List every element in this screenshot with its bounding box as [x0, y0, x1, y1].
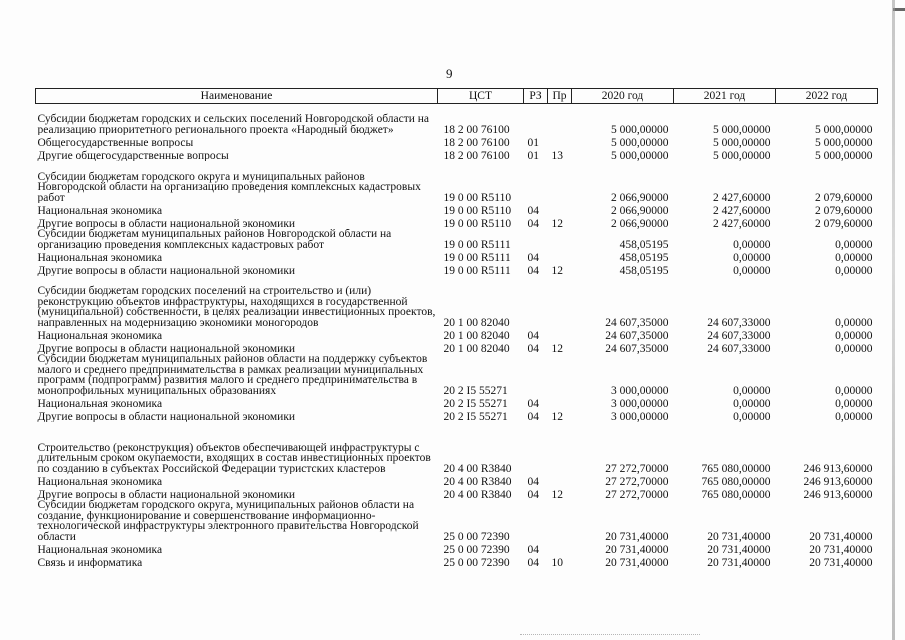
cell-v2021: 0,00000	[733, 397, 771, 410]
cell-name: Другие вопросы в области национальной экономики	[37, 342, 296, 354]
cell-pr: 12	[551, 488, 563, 501]
cell-name: Субсидии бюджетам муниципальных районов области на поддержку субъектов малого и среднего предпринимательства в рамках реализации муниципальных программ (подпрограмм) развития малого и среднего предпринимательства в монопрофильных муниципальных образованиях	[37, 354, 428, 396]
cell-pr	[548, 354, 572, 396]
cell-name: Субсидии бюджетам городских и сельских поселений Новгородской области на реализацию приоритетного регионального проекта «Народный бюджет»	[37, 113, 430, 135]
cell-v2020: 2 066,90000	[611, 217, 669, 230]
cell-v2022: 246 913,60000	[803, 462, 873, 475]
cell-cst: 19 0 00 R5110	[443, 217, 512, 230]
cell-v2020: 458,05195	[619, 251, 669, 264]
header-2022: 2022 год	[776, 89, 878, 104]
table-row	[36, 104, 878, 136]
cell-v2022: 2 079,60000	[815, 204, 873, 217]
cell-v2020: 458,05195	[619, 238, 669, 251]
cell-v2022: 0,00000	[835, 397, 873, 410]
cell-name: Другие вопросы в области национальной экономики	[37, 488, 296, 500]
table-row	[36, 542, 878, 555]
cell-v2021: 0,00000	[733, 238, 771, 251]
cell-name: Национальная экономика	[37, 543, 163, 555]
header-rz: РЗ	[524, 89, 548, 104]
cell-v2020: 20 731,40000	[605, 530, 669, 543]
cell-name: Субсидии бюджетам городских поселений на строительство и (или) реконструкцию объектов инфраструктуры, находящихся в государственной (муниципальной) собственности, в целях реализации инвестиционных проектов, направленных на модернизацию экономики моногородов	[37, 285, 436, 328]
cell-rz	[524, 229, 548, 250]
cell-name: Общегосударственные вопросы	[37, 136, 194, 148]
cell-pr: 12	[551, 264, 563, 277]
cell-pr	[548, 276, 572, 328]
budget-table	[35, 88, 878, 568]
cell-name: Другие общегосударственные вопросы	[37, 149, 229, 161]
cell-pr	[548, 542, 572, 555]
cell-cst: 25 0 00 72390	[443, 543, 510, 556]
cell-rz: 04	[527, 217, 539, 230]
cell-cst: 25 0 00 72390	[443, 556, 510, 569]
cell-v2020: 5 000,00000	[611, 123, 669, 136]
cell-name: Национальная экономика	[37, 329, 163, 341]
cell-pr	[548, 229, 572, 250]
cell-pr: 12	[551, 342, 563, 355]
table-row	[36, 263, 878, 276]
cell-v2022: 0,00000	[835, 264, 873, 277]
cell-v2020: 24 607,35000	[605, 342, 669, 355]
table-row	[36, 229, 878, 250]
scan-edge-shadow	[892, 0, 895, 640]
cell-v2021: 5 000,00000	[713, 149, 771, 162]
cell-v2022: 0,00000	[835, 238, 873, 251]
cell-rz	[524, 161, 548, 203]
cell-name: Национальная экономика	[37, 397, 163, 409]
table-header-row	[36, 89, 878, 104]
cell-v2022: 2 079,60000	[815, 191, 873, 204]
cell-pr	[548, 396, 572, 409]
cell-name: Национальная экономика	[37, 475, 163, 487]
table-row	[36, 500, 878, 542]
cell-cst: 20 1 00 82040	[443, 329, 510, 342]
cell-cst: 18 2 00 76100	[443, 136, 510, 149]
cell-v2020: 27 272,70000	[605, 488, 669, 501]
table-row	[36, 474, 878, 487]
cell-v2022: 2 079,60000	[815, 217, 873, 230]
table-row	[36, 161, 878, 203]
cell-pr	[548, 250, 572, 263]
table-row	[36, 328, 878, 341]
cell-cst: 20 4 00 R3840	[443, 488, 512, 501]
cell-rz: 04	[527, 397, 539, 410]
cell-v2020: 3 000,00000	[611, 384, 669, 397]
cell-rz: 04	[527, 251, 539, 264]
cell-v2022: 0,00000	[835, 251, 873, 264]
header-cst: ЦСТ	[438, 89, 524, 104]
cell-rz	[524, 354, 548, 396]
cell-cst: 20 2 I5 55271	[443, 397, 508, 410]
cell-rz	[524, 500, 548, 542]
cell-v2020: 20 731,40000	[605, 556, 669, 569]
cell-v2020: 5 000,00000	[611, 136, 669, 149]
header-2020: 2020 год	[572, 89, 674, 104]
cell-rz: 04	[527, 475, 539, 488]
page-number: 9	[446, 66, 453, 81]
cell-rz: 04	[527, 204, 539, 217]
cell-name: Национальная экономика	[37, 251, 163, 263]
table-row	[36, 148, 878, 161]
cell-cst: 25 0 00 72390	[443, 530, 510, 543]
cell-v2022: 5 000,00000	[815, 149, 873, 162]
cell-v2021: 765 080,00000	[701, 488, 771, 501]
cell-pr	[548, 203, 572, 216]
cell-pr	[548, 474, 572, 487]
cell-name: Субсидии бюджетам городского округа, муниципальных районов области на создание, функционирование и совершенствование информационно-технологической инфраструктуры электронного правительства Новгородской области	[37, 500, 419, 542]
cell-cst: 19 0 00 R5110	[443, 204, 512, 217]
cell-rz: 04	[527, 342, 539, 355]
cell-v2021: 765 080,00000	[701, 475, 771, 488]
table-row	[36, 409, 878, 422]
table-row	[36, 250, 878, 263]
cell-v2022: 0,00000	[835, 329, 873, 342]
cell-cst: 18 2 00 76100	[443, 149, 510, 162]
cell-v2021: 0,00000	[733, 410, 771, 423]
cell-v2021: 0,00000	[733, 384, 771, 397]
cell-v2022: 0,00000	[835, 342, 873, 355]
cell-v2021: 0,00000	[733, 251, 771, 264]
cell-v2021: 0,00000	[733, 264, 771, 277]
cell-name: Национальная экономика	[37, 204, 163, 216]
cell-cst: 20 4 00 R3840	[443, 462, 512, 475]
cell-name: Связь и информатика	[37, 556, 143, 568]
cell-pr	[548, 104, 572, 136]
cell-v2022: 0,00000	[835, 410, 873, 423]
cell-v2020: 27 272,70000	[605, 462, 669, 475]
cell-cst: 19 0 00 R5111	[443, 264, 511, 277]
cell-v2022: 20 731,40000	[809, 530, 873, 543]
cell-pr	[548, 422, 572, 474]
cell-v2021: 2 427,60000	[713, 191, 771, 204]
cell-v2020: 3 000,00000	[611, 410, 669, 423]
cell-v2020: 5 000,00000	[611, 149, 669, 162]
table-row	[36, 422, 878, 474]
cell-rz: 04	[527, 410, 539, 423]
cell-cst: 20 1 00 82040	[443, 342, 510, 355]
cell-cst: 20 4 00 R3840	[443, 475, 512, 488]
cell-pr	[548, 161, 572, 203]
cell-v2021: 20 731,40000	[707, 530, 771, 543]
cell-rz: 04	[527, 543, 539, 556]
cell-v2021: 20 731,40000	[707, 543, 771, 556]
cell-v2021: 765 080,00000	[701, 462, 771, 475]
cell-cst: 18 2 00 76100	[443, 123, 510, 136]
cell-v2021: 5 000,00000	[713, 136, 771, 149]
cell-v2022: 20 731,40000	[809, 543, 873, 556]
table-row	[36, 555, 878, 568]
cell-pr: 12	[551, 410, 563, 423]
cell-name: Субсидии бюджетам муниципальных районов Новгородской области на организацию проведения комплексных кадастровых работ	[37, 229, 392, 250]
cell-v2022: 246 913,60000	[803, 475, 873, 488]
cell-rz: 04	[527, 329, 539, 342]
cell-name: Другие вопросы в области национальной экономики	[37, 410, 296, 422]
cell-v2021: 2 427,60000	[713, 217, 771, 230]
cell-v2021: 24 607,33000	[707, 329, 771, 342]
table-row	[36, 396, 878, 409]
cell-v2020: 458,05195	[619, 264, 669, 277]
cell-rz	[524, 276, 548, 328]
cell-v2021: 24 607,33000	[707, 316, 771, 329]
cell-pr: 12	[551, 217, 563, 230]
cell-rz	[524, 422, 548, 474]
cell-v2022: 5 000,00000	[815, 123, 873, 136]
cell-v2022: 0,00000	[835, 384, 873, 397]
cell-pr	[548, 328, 572, 341]
cell-cst: 20 2 I5 55271	[443, 384, 508, 397]
cell-v2021: 5 000,00000	[713, 123, 771, 136]
cell-cst: 19 0 00 R5111	[443, 238, 511, 251]
table-row	[36, 341, 878, 354]
cell-v2021: 24 607,33000	[707, 342, 771, 355]
cell-cst: 19 0 00 R5111	[443, 251, 511, 264]
cell-name: Другие вопросы в области национальной экономики	[37, 217, 296, 229]
cell-v2022: 20 731,40000	[809, 556, 873, 569]
header-pr: Пр	[548, 89, 572, 104]
cell-v2020: 24 607,35000	[605, 329, 669, 342]
table-row	[36, 276, 878, 328]
cell-pr: 13	[551, 149, 563, 162]
cell-rz: 04	[527, 488, 539, 501]
cell-v2020: 24 607,35000	[605, 316, 669, 329]
cell-rz: 01	[527, 136, 539, 149]
cell-name: Субсидии бюджетам городского округа и муниципальных районов Новгородской области на организацию проведения комплексных кадастровых работ	[37, 170, 421, 203]
cell-v2020: 2 066,90000	[611, 191, 669, 204]
cell-rz: 04	[527, 556, 539, 569]
cell-v2021: 2 427,60000	[713, 204, 771, 217]
cell-name: Строительство (реконструкция) объектов обеспечивающей инфраструктуры с длительным сроком окупаемости, входящих в состав инвестиционных проектов по созданию в субъектах Российской Федерации туристских кластеров	[37, 441, 431, 474]
cell-v2020: 2 066,90000	[611, 204, 669, 217]
cell-cst: 19 0 00 R5110	[443, 191, 512, 204]
table-row	[36, 487, 878, 500]
scan-bottom-marks	[520, 634, 700, 638]
cell-rz: 01	[527, 149, 539, 162]
table-row	[36, 135, 878, 148]
cell-cst: 20 2 I5 55271	[443, 410, 508, 423]
cell-v2022: 246 913,60000	[803, 488, 873, 501]
header-2021: 2021 год	[674, 89, 776, 104]
cell-rz: 04	[527, 264, 539, 277]
cell-pr: 10	[551, 556, 563, 569]
cell-v2020: 20 731,40000	[605, 543, 669, 556]
cell-v2020: 27 272,70000	[605, 475, 669, 488]
cell-pr	[548, 500, 572, 542]
cell-pr	[548, 135, 572, 148]
cell-v2020: 3 000,00000	[611, 397, 669, 410]
cell-v2022: 5 000,00000	[815, 136, 873, 149]
cell-v2021: 20 731,40000	[707, 556, 771, 569]
table-row	[36, 203, 878, 216]
cell-v2022: 0,00000	[835, 316, 873, 329]
header-name: Наименование	[36, 89, 438, 104]
cell-rz	[524, 104, 548, 136]
table-row	[36, 354, 878, 396]
cell-cst: 20 1 00 82040	[443, 316, 510, 329]
table-row	[36, 216, 878, 229]
cell-name: Другие вопросы в области национальной экономики	[37, 264, 296, 276]
